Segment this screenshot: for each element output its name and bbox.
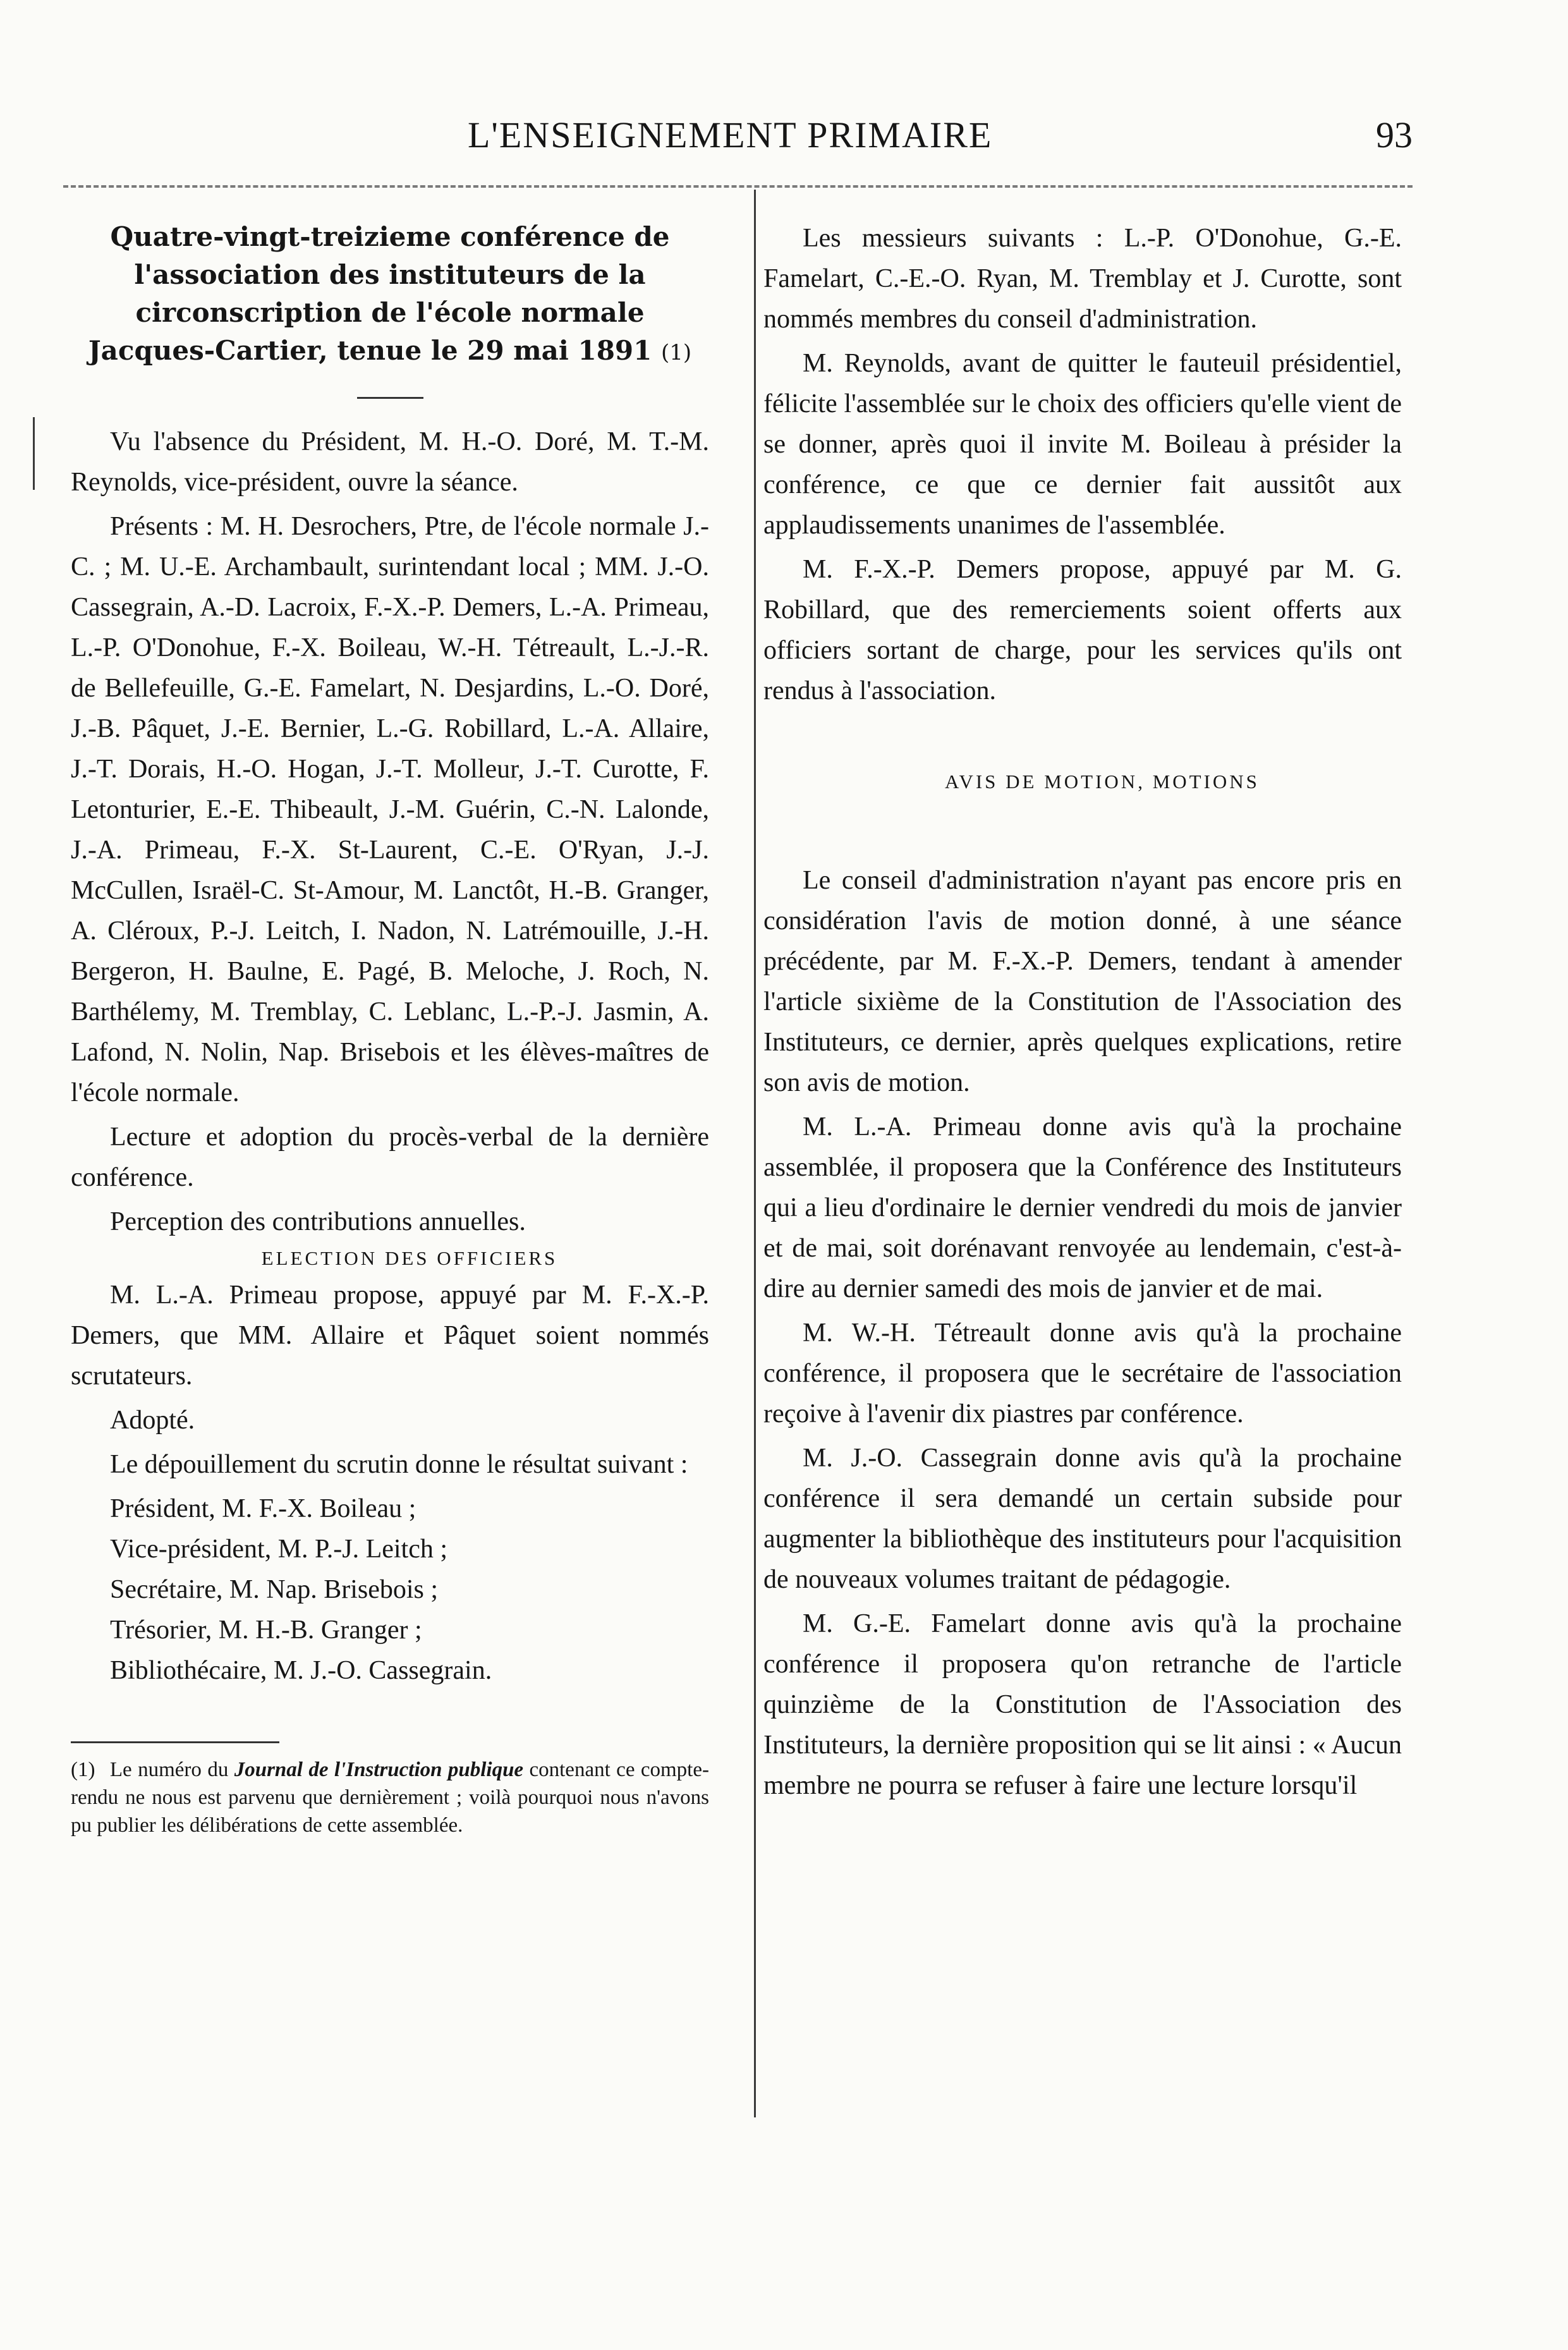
conference-heading-text: Quatre-vingt-treizieme conférence de l'association des instituteurs de la circonscription de l'école normale Jacques-Cartier, tenue le 29 mai 1891 [88, 221, 670, 366]
paragraph-motion-cassegrain: M. J.-O. Cassegrain donne avis qu'à la prochaine conférence il sera demandé un certain subside pour augmenter la bibliothèque des instituteurs pour l'acquisition de nouveaux volumes traitant de pédagogie. [763, 1444, 1402, 1595]
short-rule [357, 397, 423, 399]
footnote [71, 1756, 709, 1839]
officer-librarian: Bibliothécaire, M. J.-O. Cassegrain. [110, 1656, 492, 1686]
header-rule [63, 185, 1413, 188]
footnote-text-after: contenant ce compte-rendu ne nous est parvenu que dernièrement ; voilà pourquoi nous n'avons pu publier les délibérations de cette assemblée. [71, 1758, 709, 1837]
paragraph-motion-famelart: M. G.-E. Famelart donne avis qu'à la prochaine conférence il proposera qu'on retranche de l'article quinzième de la Constitution de l'Association des Instituteurs, la dernière proposition qui se lit ainsi : « Aucun membre ne pourra se refuser à faire une lecture lorsqu'il [763, 1609, 1402, 1801]
officer-vice-president: Vice-président, M. P.-J. Leitch ; [110, 1535, 448, 1564]
paragraph-board-members: Les messieurs suivants : L.-P. O'Donohue, G.-E. Famelart, C.-E.-O. Ryan, M. Tremblay et J. Curotte, sont nommés membres du conseil d'administration. [763, 224, 1402, 334]
section-heading-election: ELECTION DES OFFICIERS [261, 1247, 558, 1269]
margin-mark [33, 417, 35, 490]
paragraph-adopted: Adopté. [110, 1406, 195, 1435]
paragraph-ballot-result: Le dépouillement du scrutin donne le résultat suivant : [110, 1450, 688, 1480]
paragraph-minutes: Lecture et adoption du procès-verbal de la dernière conférence. [71, 1123, 709, 1192]
paragraph-scrutineers: M. L.-A. Primeau propose, appuyé par M. F.-X.-P. Demers, que MM. Allaire et Pâquet soient nommés scrutateurs. [71, 1281, 709, 1391]
footnote-text-before: Le numéro du [109, 1758, 229, 1782]
paragraph-thanks: M. F.-X.-P. Demers propose, appuyé par M. G. Robillard, que des remerciements soient offerts aux officiers sortant de charge, pour les services qu'ils ont rendus à l'association. [763, 555, 1402, 705]
right-column [763, 218, 1402, 1806]
section-heading-motions: AVIS DE MOTION, MOTIONS [945, 770, 1260, 793]
paragraph-motion-primeau: M. L.-A. Primeau donne avis qu'à la prochaine assemblée, il proposera que la Conférence des Instituteurs qui a lieu d'ordinaire le dernier vendredi du mois de janvier et de mai, soit dorénavant renvoyée au lendemain, c'est-à-dire au dernier samedi des mois de janvier et de mai. [763, 1112, 1402, 1304]
paragraph-opening: Vu l'absence du Président, M. H.-O. Doré, M. T.-M. Reynolds, vice-président, ouvre la séance. [71, 427, 709, 497]
paragraph-contributions: Perception des contributions annuelles. [110, 1207, 526, 1236]
footnote-reference: (1) [661, 340, 692, 365]
conference-heading [71, 218, 709, 372]
paragraph-motion-tetreault: M. W.-H. Tétreault donne avis qu'à la prochaine conférence, il proposera que le secrétaire de l'association reçoive à l'avenir dix piastres par conférence. [763, 1318, 1402, 1429]
footnote-journal-title: Journal de l'Instruction publique [234, 1758, 524, 1782]
officer-treasurer: Trésorier, M. H.-B. Granger ; [110, 1616, 422, 1645]
footnote-rule [71, 1741, 279, 1743]
officer-list [71, 1489, 709, 1691]
page-number: 93 [1376, 114, 1413, 155]
running-head-title: L'ENSEIGNEMENT PRIMAIRE [468, 114, 993, 155]
officer-secretary: Secrétaire, M. Nap. Brisebois ; [110, 1575, 439, 1605]
paragraph-reynolds: M. Reynolds, avant de quitter le fauteuil présidentiel, félicite l'assemblée sur le choix des officiers qu'elle vient de se donner, après quoi il invite M. Boileau à présider la conférence, ce que ce dernier fait aussitôt aux applaudissements unanimes de l'assemblée. [763, 349, 1402, 540]
running-head [63, 114, 1413, 186]
column-divider [754, 190, 756, 2117]
left-column [71, 218, 709, 1839]
footnote-mark: (1) [71, 1758, 95, 1782]
paragraph-motion-demers: Le conseil d'administration n'ayant pas encore pris en considération l'avis de motion donné, à une séance précédente, par M. F.-X.-P. Demers, tendant à amender l'article sixième de la Constitution de l'Association des Instituteurs, ce dernier, après quelques explications, retire son avis de motion. [763, 866, 1402, 1098]
officer-president: Président, M. F.-X. Boileau ; [110, 1494, 416, 1524]
paragraph-attendees: Présents : M. H. Desrochers, Ptre, de l'école normale J.-C. ; M. U.-E. Archambault, surintendant local ; MM. J.-O. Cassegrain, A.-D. Lacroix, F.-X.-P. Demers, L.-A. Primeau, L.-P. O'Donohue, F.-X. Boileau, W.-H. Tétreault, L.-J.-R. de Bellefeuille, G.-E. Famelart, N. Desjardins, L.-O. Doré, J.-B. Pâquet, J.-E. Bernier, L.-G. Robillard, L.-A. Allaire, J.-T. Dorais, H.-O. Hogan, J.-T. Molleur, J.-T. Curotte, F. Letonturier, E.-E. Thibeault, J.-M. Guérin, C.-N. Lalonde, J.-A. Primeau, F.-X. St-Laurent, C.-E. O'Ryan, J.-J. McCullen, Israël-C. St-Amour, M. Lanctôt, H.-B. Granger, A. Cléroux, P.-J. Leitch, I. Nadon, N. Latrémouille, J.-H. Bergeron, H. Baulne, E. Pagé, B. Meloche, J. Roch, N. Barthélemy, M. Tremblay, C. Leblanc, L.-P.-J. Jasmin, A. Lafond, N. Nolin, Nap. Brisebois et les élèves-maîtres de l'école normale. [71, 512, 709, 1107]
